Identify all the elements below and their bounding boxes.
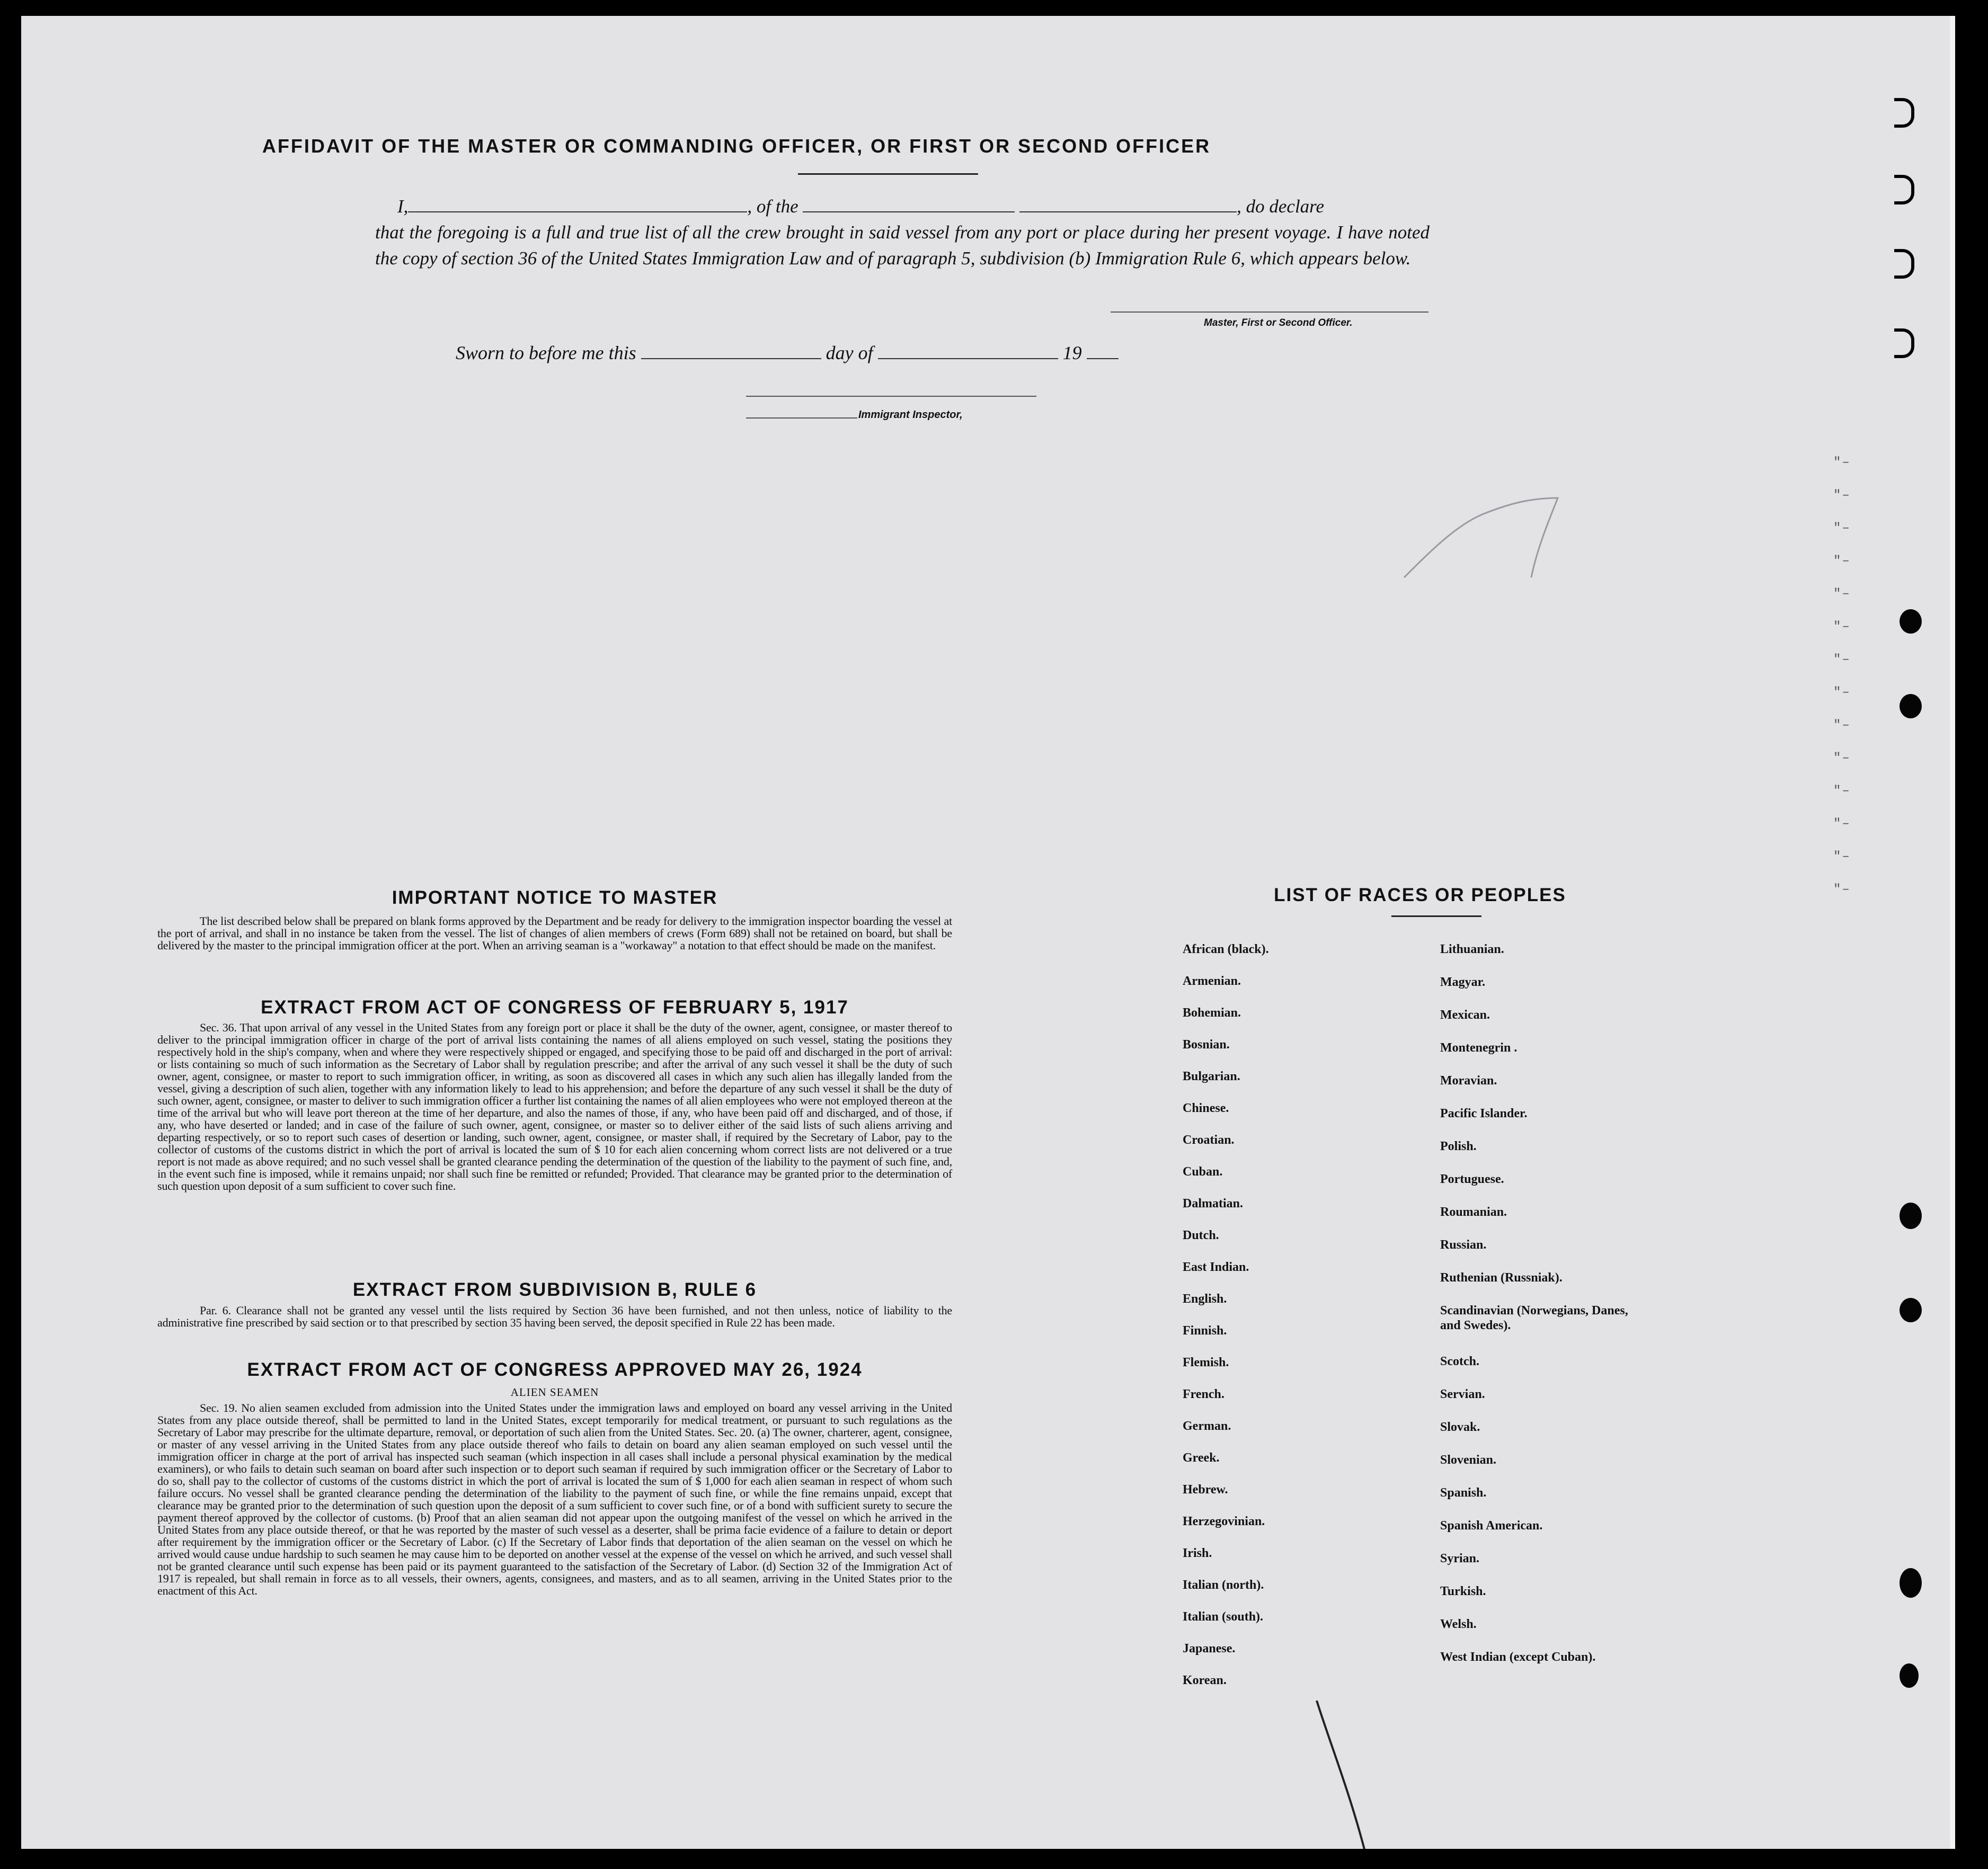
margin-ditto-mark: "– — [1833, 751, 1851, 766]
race-item: Lithuanian. — [1440, 942, 1504, 956]
race-item: Scandinavian (Norwegians, Danes, and Swedes). — [1440, 1304, 1628, 1332]
margin-ditto-mark: "– — [1833, 850, 1851, 864]
race-item: Magyar. — [1440, 975, 1486, 989]
race-item: Polish. — [1440, 1140, 1477, 1153]
race-item: Pacific Islander. — [1440, 1107, 1528, 1120]
inspector-line-top — [746, 396, 1036, 397]
margin-ditto-mark: "– — [1833, 718, 1851, 733]
race-item: Welsh. — [1440, 1617, 1477, 1631]
race-item: Bohemian. — [1183, 1006, 1241, 1020]
affidavit-title: AFFIDAVIT OF THE MASTER OR COMMANDING OFFICER, OR FIRST OR SECOND OFFICER — [262, 135, 1211, 157]
affidavit-body: that the foregoing is a full and true list of all the crew brought in said vessel from any port or place during her present voyage. I have noted the copy of section 36 of the United States Immigration Law and of paragraph 5, subdivision (b) Immigration Rule 6, which appears below. — [375, 222, 1430, 269]
race-item: Hebrew. — [1183, 1483, 1228, 1497]
margin-ditto-mark: "– — [1833, 817, 1851, 831]
margin-ditto-mark: "– — [1833, 587, 1851, 601]
race-item: Greek. — [1183, 1451, 1220, 1465]
extract-1917-title: EXTRACT FROM ACT OF CONGRESS OF FEBRUARY 5, 1917 — [261, 997, 849, 1018]
notice-text: The list described below shall be prepared on blank forms approved by the Department and be ready for delivery to the immigration inspector boarding the vessel at the port of arrival, and shall in no instance be taken from the vessel. The list of changes of alien members of crews (Form 689) shall not be retained on board, but shall be delivered by the master to the principal immigration officer at the port. When an arriving seaman is a "workaway" a notation to that effect should be made on the manifest. — [157, 914, 952, 952]
extract-rule6-title: EXTRACT FROM SUBDIVISION B, RULE 6 — [352, 1279, 757, 1300]
race-item: Turkish. — [1440, 1585, 1486, 1598]
sworn-day-blank — [641, 344, 821, 359]
punch-hole-mark — [1894, 175, 1914, 204]
race-item: African (black). — [1183, 942, 1269, 956]
affidavit-of-the: , of the — [747, 196, 798, 217]
races-title: LIST OF RACES OR PEOPLES — [1274, 885, 1566, 905]
margin-ditto-mark: "– — [1833, 620, 1851, 634]
sworn-prefix: Sworn to before me this — [456, 342, 636, 363]
punch-hole — [1900, 694, 1922, 718]
race-item: Dutch. — [1183, 1229, 1219, 1242]
race-item: Dalmatian. — [1183, 1197, 1243, 1211]
sworn-year: 19 — [1062, 342, 1082, 363]
margin-ditto-mark: "– — [1833, 686, 1851, 700]
sworn-line — [456, 342, 1119, 364]
race-item: Portuguese. — [1440, 1172, 1504, 1186]
race-item: Russian. — [1440, 1238, 1487, 1252]
punch-hole — [1900, 1568, 1922, 1598]
title-underline — [798, 173, 978, 175]
race-item: Finnish. — [1183, 1324, 1227, 1338]
race-item: Montenegrin . — [1440, 1041, 1517, 1055]
sworn-day: day of — [826, 342, 873, 363]
extract-1917-text: Sec. 36. That upon arrival of any vessel in the United States from any foreign port or place it shall be the duty of the owner, agent, consignee, or master thereof to deliver to the principal immigration officer in charge of the port of arrival lists containing the names of all aliens employed on such vessel, stating the positions they respectively hold in the ship's company, when and where they were respectively shipped or engaged, and specifying those to be paid off and discharged in the port of arrival: or lists containing so much of such information as the Secretary of Labor shall by regulation prescribe; and after the arrival of any such vessel it shall be the duty of such owner, agent, consignee, or master to report to such immigration officer, in writing, as soon as discovered all cases in which any such alien has illegally landed from the vessel, giving a description of such alien, together with any information likely to lead to his apprehension; and before the departure of any such vessel it shall be the duty of such owner, agent, consignee, or master to deliver to such immigration officer a further list containing the names of all alien employees who were not employed thereon at the time of the arrival but who will leave port thereon at the time of her departure, and also the names of those, if any, who have been paid off and discharged, and of those, if any, who have deserted or landed; and in case of the failure of such owner, agent, consignee, or master so to deliver either of the said lists of such aliens arriving and departing respectively, or so to report such cases of desertion or landing, such owner, agent, consignee, or master shall, if required by the Secretary of Labor, pay to the collector of customs of the customs district in which the port of arrival is located the sum of $ 10 for each alien concerning whom correct lists are not delivered or a true report is not made as above required; and no such vessel shall be granted clearance pending the determination of the question of the liability to the payment of such fine, and, in the event such fine is imposed, while it remains unpaid; nor shall such fine be remitted or refunded; Provided. That clearance may be granted prior to the determination of such question upon deposit of a sum sufficient to cover such fine. — [157, 1021, 952, 1192]
race-item: Bulgarian. — [1183, 1070, 1240, 1083]
race-item: Japanese. — [1183, 1642, 1236, 1656]
race-item: Spanish American. — [1440, 1519, 1543, 1533]
race-item: Irish. — [1183, 1546, 1212, 1560]
race-item: Croatian. — [1183, 1133, 1235, 1147]
punch-hole-mark — [1894, 98, 1914, 128]
punch-hole-mark — [1894, 328, 1914, 358]
punch-hole — [1900, 609, 1922, 634]
notice-title: IMPORTANT NOTICE TO MASTER — [392, 887, 718, 908]
extract-1924-title: EXTRACT FROM ACT OF CONGRESS APPROVED MAY 26, 1924 — [247, 1359, 863, 1380]
race-item: Cuban. — [1183, 1165, 1223, 1179]
race-item: French. — [1183, 1387, 1224, 1401]
punch-hole — [1900, 1663, 1919, 1688]
race-item: Chinese. — [1183, 1101, 1229, 1115]
margin-ditto-mark: "– — [1833, 784, 1851, 798]
race-item: Mexican. — [1440, 1008, 1490, 1022]
master-label: Master, First or Second Officer. — [1204, 317, 1353, 328]
race-item: Italian (south). — [1183, 1610, 1264, 1624]
pencil-mark — [1399, 466, 1611, 593]
punch-hole — [1900, 1298, 1922, 1322]
races-title-underline — [1391, 915, 1481, 917]
race-item: Herzegovinian. — [1183, 1515, 1265, 1528]
inspector-line — [746, 417, 857, 419]
pencil-stroke — [1314, 1701, 1378, 1849]
master-signature-line — [1111, 312, 1428, 313]
race-item: Servian. — [1440, 1387, 1485, 1401]
race-item: Scotch. — [1440, 1355, 1479, 1368]
margin-ditto-mark: "– — [1833, 653, 1851, 667]
race-item: Syrian. — [1440, 1552, 1480, 1565]
race-item: Roumanian. — [1440, 1205, 1507, 1219]
punch-hole-mark — [1894, 249, 1914, 279]
inspector-label: Immigrant Inspector, — [858, 409, 963, 421]
race-item: Flemish. — [1183, 1356, 1229, 1369]
race-item: German. — [1183, 1419, 1231, 1433]
race-item: English. — [1183, 1292, 1227, 1306]
margin-ditto-mark: "– — [1833, 521, 1851, 536]
race-item: Moravian. — [1440, 1074, 1497, 1088]
race-item: East Indian. — [1183, 1260, 1249, 1274]
vessel-blank-2 — [1019, 198, 1237, 212]
affidavit-declare: , do declare — [1237, 196, 1325, 217]
name-blank — [408, 198, 747, 212]
margin-ditto-mark: "– — [1833, 488, 1851, 503]
race-item: Bosnian. — [1183, 1038, 1230, 1052]
extract-1924-text: Sec. 19. No alien seamen excluded from admission into the United States under the immigration laws and employed on board any vessel arriving in the United States from any place outside thereof, shall be permitted to land in the United States, except temporarily for medical treatment, or pursuant to such regulations as the Secretary of Labor may prescribe for the ultimate departure, removal, or deportation of such alien from the United States. Sec. 20. (a) The owner, charterer, agent, consignee, or master of any vessel arriving in the United States from any place outside thereof who fails to detain on board any alien seaman employed on such vessel until the immigration officer in charge at the port of arrival has inspected such seaman (which inspection in all cases shall include a personal physical examination by the medical examiners), or who fails to detain such seaman on board after such inspection or to deport such seaman if required by such immigration officer or the Secretary of Labor to do so, shall pay to the collector of customs of the customs district in which the port of arrival is located the sum of $ 1,000 for each alien seaman in respect of whom such failure occurs. No vessel shall be granted clearance pending the determination of the liability to the payment of such fine, or while the fine remains unpaid, except that clearance may be granted prior to the determination of such question upon the deposit of a sum sufficient to cover such fine, or of a bond with sufficient surety to secure the payment thereof approved by the collector of customs. (b) Proof that an alien seaman did not appear upon the outgoing manifest of the vessel on which he arrived in the United States from any place outside thereof, or that he was reported by the master of such vessel as a deserter, shall be prima facie evidence of a failure to detain or deport after requirement by the immigration officer or the Secretary of Labor. (c) If the Secretary of Labor finds that deportation of the alien seaman on the vessel on which he arrived would cause undue hardship to such seamen he may cause him to be deported on another vessel at the expense of the vessel on which he arrived, and such vessel shall not be granted clearance until such expense has been paid or its payment guaranteed to the satisfaction of the Secretary of Labor. (d) Section 32 of the Immigration Act of 1917 is repealed, but shall remain in force as to all vessels, their owners, agents, consignees, and masters, and as to all seamen, arriving in the United States prior to the enactment of this Act. — [157, 1401, 952, 1597]
race-item: Slovenian. — [1440, 1453, 1497, 1467]
race-item: Ruthenian (Russniak). — [1440, 1271, 1563, 1285]
sworn-year-blank — [1087, 344, 1119, 359]
margin-ditto-mark: "– — [1833, 456, 1851, 470]
margin-ditto-mark: "– — [1833, 554, 1851, 568]
race-item: Spanish. — [1440, 1486, 1487, 1500]
race-item: West Indian (except Cuban). — [1440, 1650, 1596, 1664]
affidavit-text — [375, 193, 1430, 271]
race-item: Slovak. — [1440, 1420, 1480, 1434]
sworn-month-blank — [878, 344, 1058, 359]
punch-hole — [1900, 1203, 1922, 1229]
affidavit-i: I, — [397, 196, 409, 217]
margin-ditto-mark: "– — [1833, 883, 1851, 897]
vessel-blank — [803, 198, 1015, 212]
race-item: Armenian. — [1183, 974, 1241, 988]
race-item: Korean. — [1183, 1674, 1227, 1687]
extract-1924-subtitle: ALIEN SEAMEN — [510, 1386, 599, 1399]
race-item: Italian (north). — [1183, 1578, 1264, 1592]
document-page — [21, 16, 1955, 1849]
extract-rule6-text: Par. 6. Clearance shall not be granted any vessel until the lists required by Section 36 have been furnished, and not then unless, notice of liability to the administrative fine prescribed by said section or to that prescribed by section 35 having been served, the deposit specified in Rule 22 has been made. — [157, 1304, 952, 1329]
